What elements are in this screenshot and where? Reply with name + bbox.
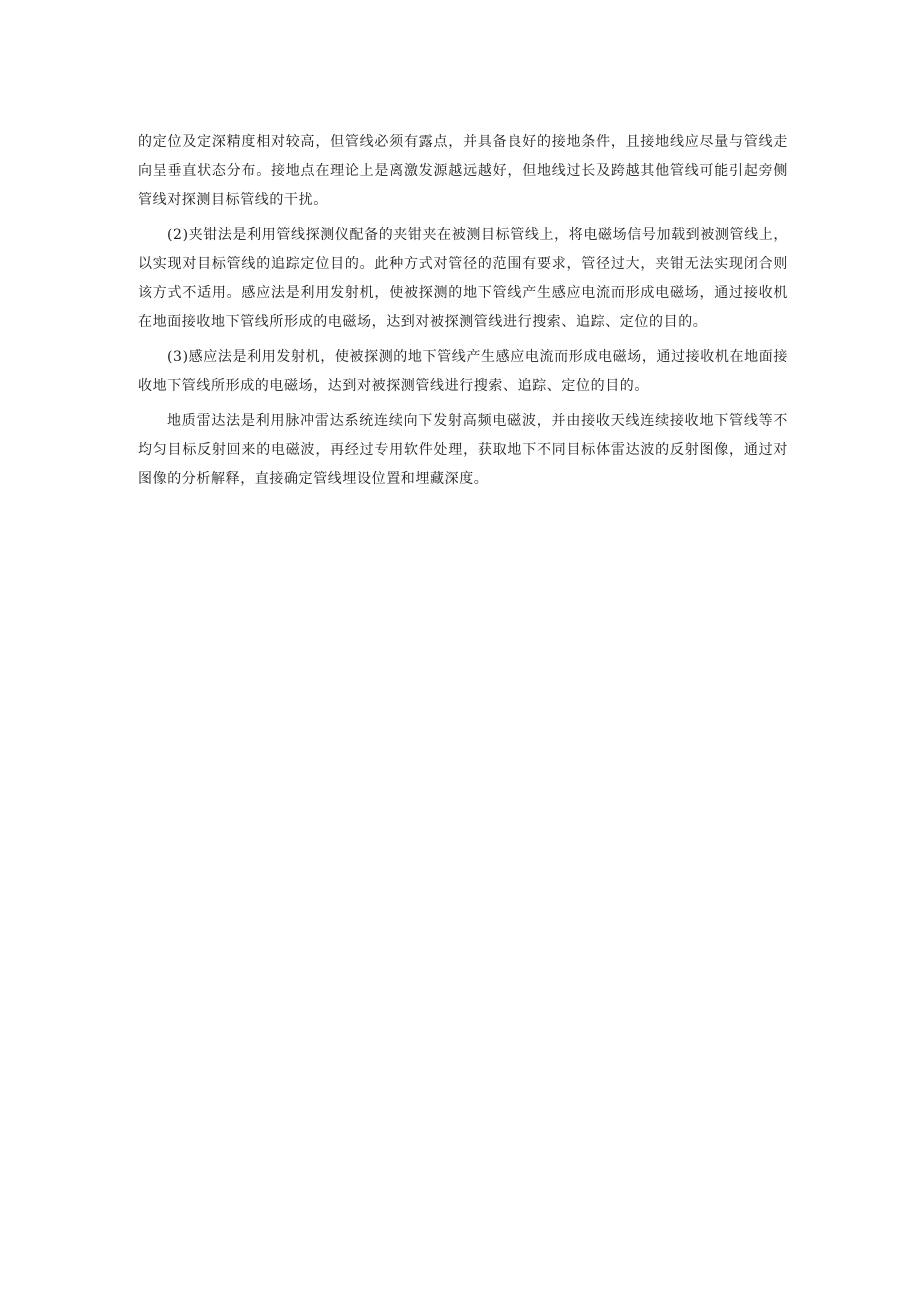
document-body	[138, 128, 788, 500]
paragraph-ground-radar: 地质雷达法是利用脉冲雷达系统连续向下发射高频电磁波，并由接收天线连续接收地下管线等不均匀目标反射回来的电磁波，再经过专用软件处理，获取地下不同目标体雷达波的反射图像，通过对图像的分析解释，直接确定管线埋设位置和埋藏深度。	[138, 413, 788, 487]
paragraph-induction-method: (3)感应法是利用发射机，使被探测的地下管线产生感应电流而形成电磁场，通过接收机在地面接收地下管线所形成的电磁场，达到对被探测管线进行搜索、追踪、定位的目的。	[138, 349, 788, 394]
paragraph-continuation: 的定位及定深精度相对较高，但管线必须有露点，并具备良好的接地条件，且接地线应尽量与管线走向呈垂直状态分布。接地点在理论上是离激发源越远越好，但地线过长及跨越其他管线可能引起旁侧管线对探测目标管线的干扰。	[138, 134, 788, 208]
paragraph-clamp-method: (2)夹钳法是利用管线探测仪配备的夹钳夹在被测目标管线上，将电磁场信号加载到被测管线上，以实现对目标管线的追踪定位目的。此种方式对管径的范围有要求，管径过大，夹钳无法实现闭合则该方式不适用。感应法是利用发射机，使被探测的地下管线产生感应电流而形成电磁场，通过接收机在地面接收地下管线所形成的电磁场，达到对被探测管线进行搜索、追踪、定位的目的。	[138, 227, 788, 330]
